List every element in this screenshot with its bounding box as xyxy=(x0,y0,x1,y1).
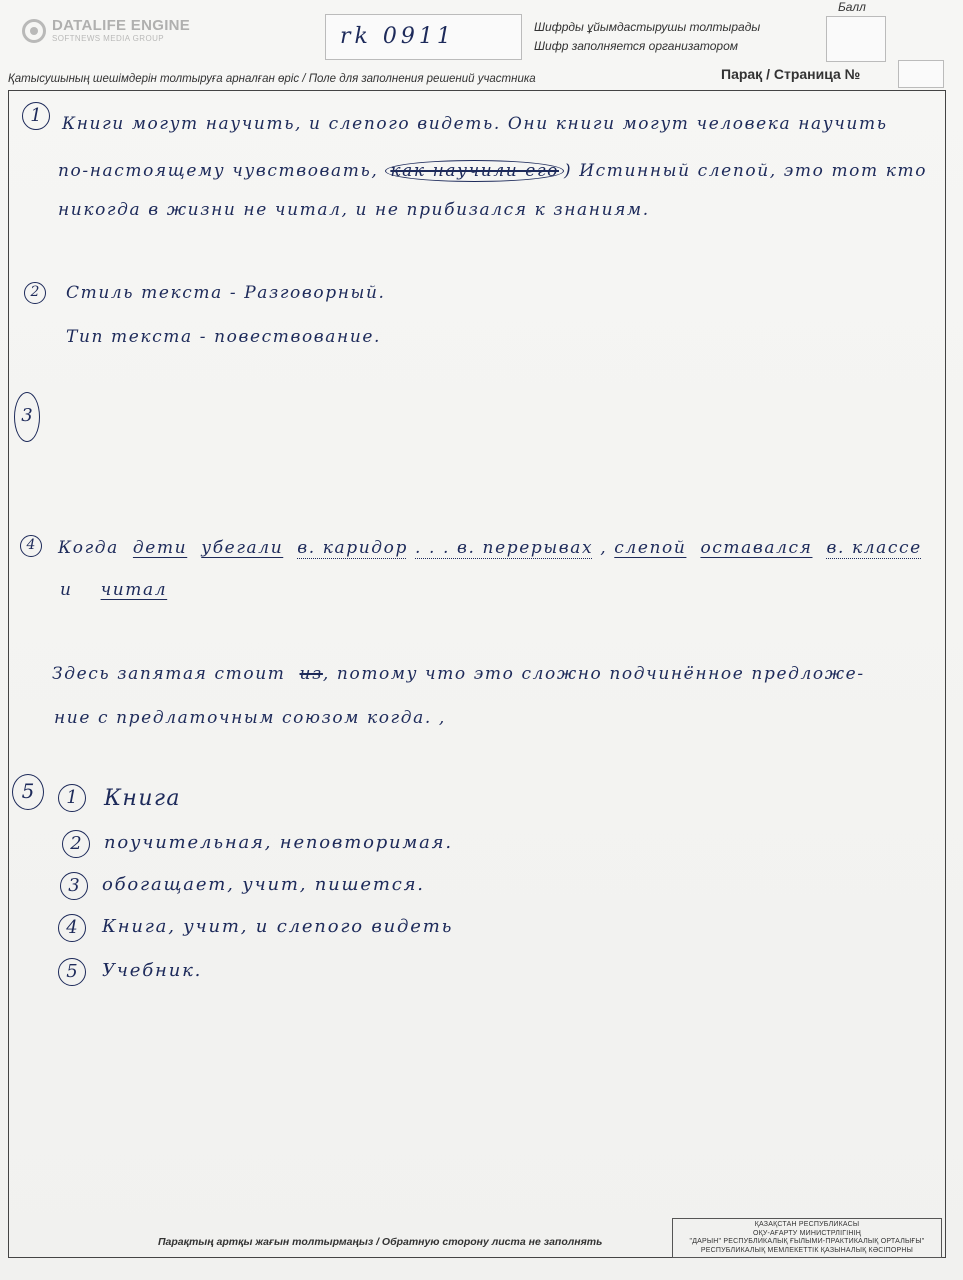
answer-4-number: 4 xyxy=(20,535,42,557)
answer-1-number: 1 xyxy=(22,102,50,130)
answer-5-item-1-text: Книга xyxy=(104,786,181,811)
answer-3-number: 3 xyxy=(14,392,40,442)
answer-5-item-4-number: 4 xyxy=(58,914,86,942)
field-label: Қатысушының шешімдерін толтыруға арналған өріс / Поле для заполнения решений участника xyxy=(8,73,536,85)
watermark-title: DATALIFE ENGINE xyxy=(52,17,191,34)
organizer-stamp: ҚАЗАҚСТАН РЕСПУБЛИКАСЫ ОҚУ-АҒАРТУ МИНИСТРЛІГІНІҢ "ДАРЫН" РЕСПУБЛИКАЛЫҚ ҒЫЛЫМИ-ПРАКТИКАЛЫҚ ОРТАЛЫҒЫ" РЕСПУБЛИКАЛЫҚ МЕМЛЕКЕТТІК ҚАЗЫНАЛЫҚ КӘСІПОРНЫ xyxy=(672,1218,942,1258)
watermark-subtitle: SOFTNEWS MEDIA GROUP xyxy=(52,34,165,43)
score-box xyxy=(826,16,886,62)
answer-2-number: 2 xyxy=(24,282,46,304)
answer-5-item-3-text: обогащает, учит, пишется. xyxy=(102,874,425,895)
score-label: Балл xyxy=(838,0,866,14)
answer-1-line-2: по-настоящему чувствовать, как научили его ) Истинный слепой, это тот кто xyxy=(58,161,928,181)
answer-5-item-2-number: 2 xyxy=(62,830,90,858)
cipher-value: rk 0911 xyxy=(340,24,455,49)
answer-4-line-4: ние с предлаточным союзом когда. , xyxy=(54,708,446,728)
answer-2-line-2: Тип текста - повествование. xyxy=(66,327,382,347)
answer-5-item-1-number: 1 xyxy=(58,784,86,812)
answer-5-item-4-text: Книга, учит, и слепого видеть xyxy=(102,916,454,937)
answer-4-line-1: Когда дети убегали в. каридор . . . в. перерывах , слепой оставался в. классе xyxy=(58,538,922,558)
answer-5-item-2-text: поучительная, неповторимая. xyxy=(104,832,453,853)
answer-4-line-3: Здесь запятая стоит из, потому что это сложно подчинённое предложе- xyxy=(52,664,865,684)
page-number-label: Парақ / Страница № xyxy=(721,66,861,82)
answer-5-number: 5 xyxy=(12,774,44,810)
answer-5-item-5-number: 5 xyxy=(58,958,86,986)
page-number-box xyxy=(898,60,944,88)
answer-1-crossed-out: как научили его xyxy=(385,160,564,182)
watermark-logo-icon xyxy=(22,19,46,43)
answer-4-crossed-out: из xyxy=(299,664,323,684)
answer-2-line-1: Стиль текста - Разговорный. xyxy=(66,283,386,303)
answer-5-item-5-text: Учебник. xyxy=(102,960,203,981)
watermark xyxy=(22,18,190,43)
answer-5-item-3-number: 3 xyxy=(60,872,88,900)
answer-1-line-1: Книги могут научить, и слепого видеть. Они книги могут человека научить xyxy=(62,114,888,134)
answer-4-line-2: и читал xyxy=(60,580,168,600)
cipher-note-kz: Шифрды ұйымдастырушы толтырады xyxy=(534,20,761,34)
answer-1-line-3: никогда в жизни не читал, и не прибизался к знаниям. xyxy=(58,200,650,220)
cipher-note xyxy=(534,18,760,56)
footer-note: Парақтың артқы жағын толтырмаңыз / Обратную сторону листа не заполнять xyxy=(158,1236,603,1248)
cipher-note-ru: Шифр заполняется организатором xyxy=(534,39,738,53)
